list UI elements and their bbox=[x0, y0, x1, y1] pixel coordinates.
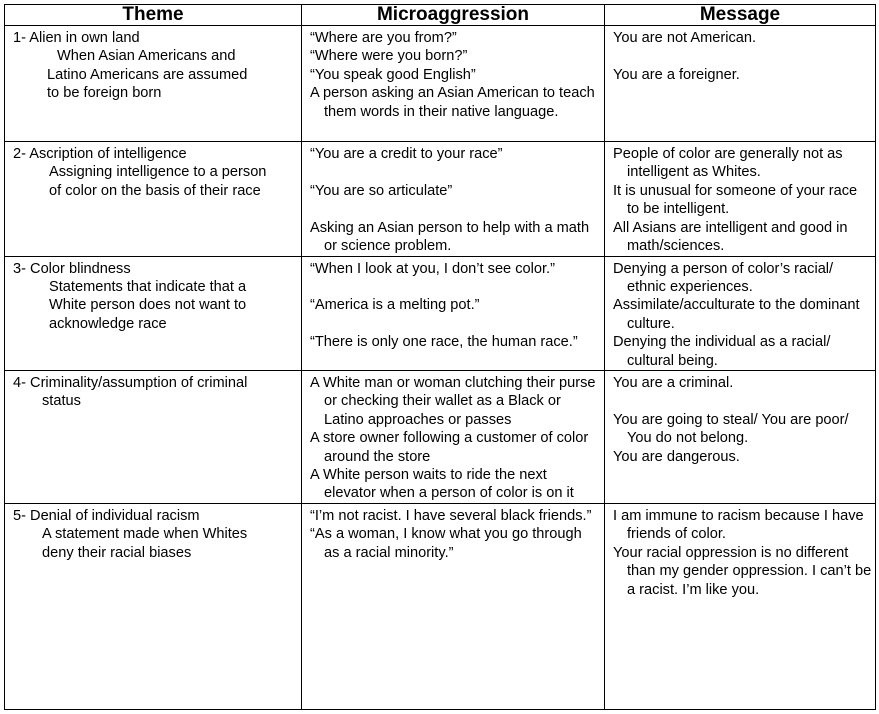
table-row bbox=[5, 256, 876, 370]
theme-desc: When Asian Americans and bbox=[57, 48, 236, 65]
message-item: Assimilate/acculturate to the dominant culture. bbox=[613, 297, 860, 332]
microaggression-item: “Where are you from?” bbox=[310, 30, 457, 46]
microaggression-cell bbox=[302, 26, 605, 142]
message-item: You are dangerous. bbox=[613, 448, 740, 465]
message-item: You are a foreigner. bbox=[613, 66, 740, 83]
theme-cell bbox=[5, 256, 302, 370]
microaggression-item: “You are so articulate” bbox=[310, 182, 453, 199]
theme-desc: White person does not want to bbox=[49, 297, 247, 314]
message-cell bbox=[605, 256, 876, 370]
message-item: People of color are generally not as intelligent as Whites. bbox=[613, 146, 843, 181]
microaggression-item: “There is only one race, the human race.” bbox=[310, 334, 578, 351]
microaggression-item: “As a woman, I know what you go through as a racial minority.” bbox=[310, 526, 582, 561]
message-item: It is unusual for someone of your race to be intelligent. bbox=[613, 182, 858, 218]
message-item: You are not American. bbox=[613, 30, 757, 46]
table-row bbox=[5, 503, 876, 709]
header-microaggression: Microaggression bbox=[302, 5, 605, 26]
theme-cell bbox=[5, 371, 302, 504]
message-item: Your racial oppression is no different than my gender oppression. I can’t be a racist. I’m like you. bbox=[613, 544, 872, 598]
microaggression-cell bbox=[302, 142, 605, 256]
table-row bbox=[5, 142, 876, 256]
header-message: Message bbox=[605, 5, 876, 26]
message-cell bbox=[605, 371, 876, 504]
microaggression-item: A White person waits to ride the next elevator when a person of color is on it bbox=[310, 467, 574, 502]
message-cell bbox=[605, 142, 876, 256]
message-cell bbox=[605, 26, 876, 142]
message-cell bbox=[605, 503, 876, 709]
theme-desc: deny their racial biases bbox=[42, 544, 192, 561]
theme-title: 5- Denial of individual racism bbox=[13, 507, 200, 524]
theme-cell bbox=[5, 26, 302, 142]
theme-title: 2- Ascription of intelligence bbox=[13, 146, 187, 163]
header-theme: Theme bbox=[5, 5, 302, 26]
theme-desc: Statements that indicate that a bbox=[49, 278, 247, 295]
microaggressions-table bbox=[4, 4, 876, 710]
microaggression-cell bbox=[302, 256, 605, 370]
microaggression-item: “I’m not racist. I have several black friends.” bbox=[310, 507, 592, 524]
microaggression-item: Asking an Asian person to help with a math or science problem. bbox=[310, 219, 590, 255]
theme-title: 3- Color blindness bbox=[13, 260, 131, 277]
theme-title: 1- Alien in own land bbox=[13, 30, 140, 46]
theme-cell bbox=[5, 503, 302, 709]
table-row bbox=[5, 371, 876, 504]
theme-desc: Assigning intelligence to a person bbox=[49, 164, 267, 181]
microaggression-item: “When I look at you, I don’t see color.” bbox=[310, 260, 555, 277]
theme-desc: of color on the basis of their race bbox=[49, 182, 261, 199]
microaggression-cell bbox=[302, 371, 605, 504]
theme-title: 4- Criminality/assumption of criminal bbox=[13, 375, 248, 392]
microaggression-item: “You are a credit to your race” bbox=[310, 146, 503, 163]
message-item: I am immune to racism because I have friends of color. bbox=[613, 507, 864, 543]
theme-desc: to be foreign born bbox=[47, 85, 162, 102]
message-item: All Asians are intelligent and good in math/sciences. bbox=[613, 219, 848, 255]
header-row bbox=[5, 5, 876, 26]
microaggression-item: “You speak good English” bbox=[310, 66, 476, 83]
theme-desc: acknowledge race bbox=[49, 315, 167, 332]
theme-desc: status bbox=[42, 393, 81, 410]
microaggression-item: A White man or woman clutching their purse or checking their wallet as a Black or Latino approaches or passes bbox=[310, 375, 596, 428]
message-item: Denying the individual as a racial/ cultural being. bbox=[613, 334, 831, 369]
theme-cell bbox=[5, 142, 302, 256]
microaggression-item: A store owner following a customer of color around the store bbox=[310, 430, 589, 465]
theme-desc: A statement made when Whites bbox=[42, 526, 248, 543]
microaggression-item: “America is a melting pot.” bbox=[310, 297, 480, 314]
message-item: You are a criminal. bbox=[613, 375, 734, 392]
table-row bbox=[5, 26, 876, 142]
message-item: Denying a person of color’s racial/ ethnic experiences. bbox=[613, 260, 834, 295]
theme-desc: Latino Americans are assumed bbox=[47, 66, 248, 83]
microaggression-item: “Where were you born?” bbox=[310, 48, 468, 65]
message-item: You are going to steal/ You are poor/ You do not belong. bbox=[613, 411, 849, 447]
microaggression-item: A person asking an Asian American to teach them words in their native language. bbox=[310, 85, 595, 120]
microaggression-cell bbox=[302, 503, 605, 709]
